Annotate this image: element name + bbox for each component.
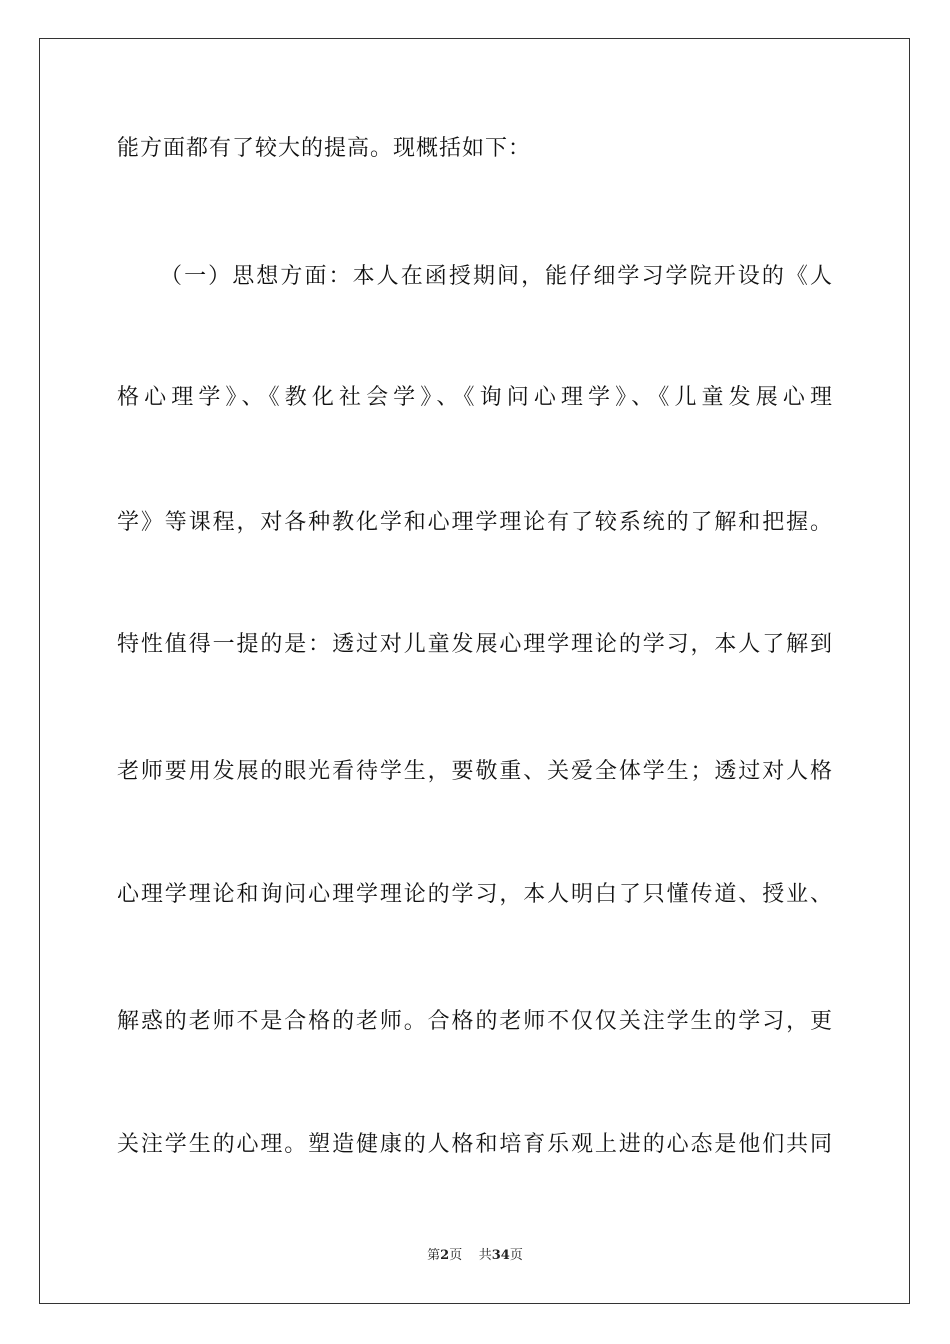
total-prefix: 共 [478, 1248, 492, 1263]
paragraph-line-3: 格心理学》、《教化社会学》、《询问心理学》、《儿童发展心理 [117, 385, 833, 410]
page-border [39, 38, 910, 1304]
total-suffix: 页 [509, 1248, 523, 1263]
page-number: 2 [440, 1248, 450, 1263]
paragraph-line-1: 能方面都有了较大的提高。现概括如下： [117, 136, 532, 161]
paragraph-line-9: 关注学生的心理。塑造健康的人格和培育乐观上进的心态是他们共同 [117, 1132, 833, 1157]
paragraph-line-4: 学》等课程，对各种教化学和心理学理论有了较系统的了解和把握。 [117, 510, 833, 535]
paragraph-line-6: 老师要用发展的眼光看待学生，要敬重、关爱全体学生；透过对人格 [117, 759, 833, 784]
paragraph-line-7: 心理学理论和询问心理学理论的学习，本人明白了只懂传道、授业、 [117, 882, 833, 907]
page-prefix: 第 [427, 1248, 441, 1263]
page-suffix: 页 [449, 1248, 463, 1263]
paragraph-line-8: 解惑的老师不是合格的老师。合格的老师不仅仅关注学生的学习，更 [117, 1009, 833, 1034]
page-footer [0, 1247, 950, 1265]
paragraph-line-2: （一）思想方面：本人在函授期间，能仔细学习学院开设的《人 [160, 264, 833, 289]
paragraph-line-5: 特性值得一提的是：透过对儿童发展心理学理论的学习，本人了解到 [117, 632, 833, 657]
total-pages: 34 [491, 1248, 510, 1263]
